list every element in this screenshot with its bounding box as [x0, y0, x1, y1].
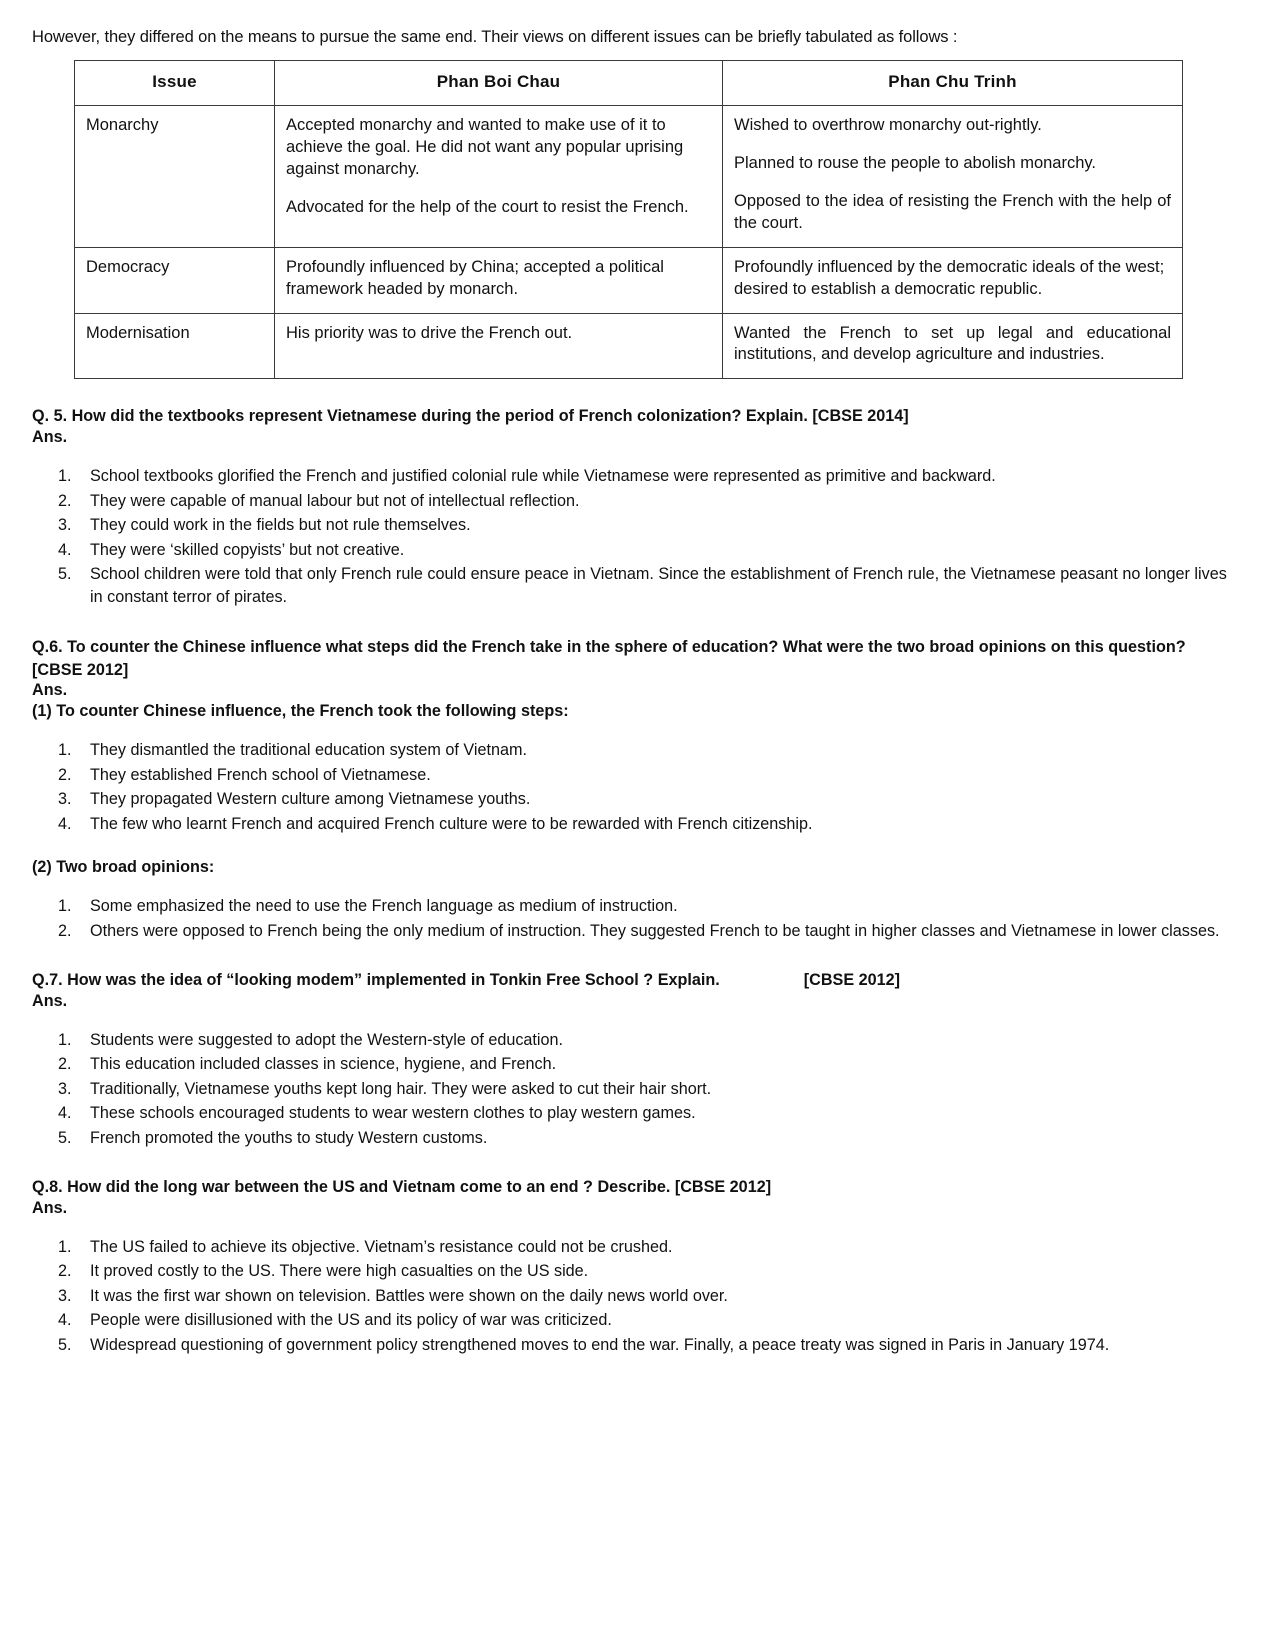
list-item: 5. Widespread questioning of government policy strengthened moves to end the war. Finally, a peace treaty was signed in Paris in January 1974.	[76, 1334, 1227, 1357]
cell-phan-chu-trinh	[723, 105, 1183, 247]
cell-phan-chu-trinh	[723, 313, 1183, 379]
question-block-q6	[30, 636, 1227, 943]
question-text-q5: Q. 5. How did the textbooks represent Vietnamese during the period of French colonization? Explain. [CBSE 2014]	[32, 407, 909, 426]
list-item: 4. These schools encouraged students to wear western clothes to play western games.	[76, 1102, 1227, 1125]
cell-paragraph: Opposed to the idea of resisting the French with the help of the court.	[734, 191, 1171, 232]
list-item: 3. They could work in the fields but not rule themselves.	[76, 514, 1227, 537]
list-item: 4. They were ‘skilled copyists’ but not creative.	[76, 539, 1227, 562]
answer-list-q6-part2	[30, 895, 1227, 943]
list-item: 4. The few who learnt French and acquired French culture were to be rewarded with French citizenship.	[76, 813, 1227, 836]
cell-paragraph: Profoundly influenced by China; accepted a political framework headed by monarch.	[286, 257, 664, 298]
column-header-phan-chu-trinh: Phan Chu Trinh	[723, 61, 1183, 106]
question-reference-q7: [CBSE 2012]	[803, 971, 901, 990]
list-item: 1. They dismantled the traditional education system of Vietnam.	[76, 739, 1227, 762]
answer-label-q6: Ans.	[32, 681, 68, 700]
column-header-phan-boi-chau: Phan Boi Chau	[275, 61, 723, 106]
question-block-q8	[30, 1176, 1227, 1357]
list-item: 5. French promoted the youths to study Western customs.	[76, 1127, 1227, 1150]
table-row	[75, 105, 1183, 247]
list-item: 2. They were capable of manual labour but not of intellectual reflection.	[76, 490, 1227, 513]
subheading-q6-part2: (2) Two broad opinions:	[32, 858, 215, 877]
answer-list-q7	[30, 1029, 1227, 1150]
list-item: 5. School children were told that only French rule could ensure peace in Vietnam. Since the establishment of French rule, the Vietnamese peasant no longer lives in constant terror of pirates.	[76, 563, 1227, 610]
table-header-row	[75, 61, 1183, 106]
answer-label-q5: Ans.	[32, 428, 68, 447]
cell-issue: Democracy	[75, 247, 275, 313]
cell-paragraph: Profoundly influenced by the democratic ideals of the west; desired to establish a democratic republic.	[734, 257, 1165, 298]
cell-paragraph: Wanted the French to set up legal and educational institutions, and develop agriculture and industries.	[734, 323, 1171, 364]
list-item: 1. Students were suggested to adopt the Western-style of education.	[76, 1029, 1227, 1052]
cell-paragraph: Planned to rouse the people to abolish monarchy.	[734, 153, 1097, 172]
intro-paragraph: However, they differed on the means to pursue the same end. Their views on different issues can be briefly tabulated as follows :	[32, 28, 958, 46]
question-text-q7-main: Q.7. How was the idea of “looking modem” implemented in Tonkin Free School ? Explain.	[32, 971, 720, 990]
list-item: 1. School textbooks glorified the French and justified colonial rule while Vietnamese were represented as primitive and backward.	[76, 465, 1227, 488]
cell-paragraph: Accepted monarchy and wanted to make use of it to achieve the goal. He did not want any popular uprising against monarchy.	[286, 115, 684, 178]
answer-list-q5	[30, 465, 1227, 610]
cell-paragraph: Advocated for the help of the court to resist the French.	[286, 197, 689, 216]
cell-phan-boi-chau	[275, 247, 723, 313]
list-item: 2. It proved costly to the US. There were high casualties on the US side.	[76, 1260, 1227, 1283]
answer-label-q8: Ans.	[32, 1198, 68, 1217]
question-block-q7	[30, 969, 1227, 1150]
question-block-q5	[30, 405, 1227, 610]
comparison-table	[74, 60, 1183, 379]
list-item: 3. They propagated Western culture among Vietnamese youths.	[76, 788, 1227, 811]
answer-label-q7: Ans.	[32, 991, 68, 1010]
table-row	[75, 313, 1183, 379]
list-item: 2. Others were opposed to French being the only medium of instruction. They suggested French to be taught in higher classes and Vietnamese in lower classes.	[76, 920, 1227, 943]
column-header-issue: Issue	[75, 61, 275, 106]
list-item: 4. People were disillusioned with the US and its policy of war was criticized.	[76, 1309, 1227, 1332]
list-item: 2. They established French school of Vietnamese.	[76, 764, 1227, 787]
list-item: 1. Some emphasized the need to use the French language as medium of instruction.	[76, 895, 1227, 918]
cell-issue: Monarchy	[75, 105, 275, 247]
cell-phan-chu-trinh	[723, 247, 1183, 313]
answer-list-q6-part1	[30, 739, 1227, 836]
list-item: 2. This education included classes in science, hygiene, and French.	[76, 1053, 1227, 1076]
cell-paragraph: His priority was to drive the French out.	[286, 323, 573, 342]
list-item: 3. It was the first war shown on television. Battles were shown on the daily news world over.	[76, 1285, 1227, 1308]
subheading-q6-part1: (1) To counter Chinese influence, the French took the following steps:	[32, 702, 569, 721]
question-text-q8: Q.8. How did the long war between the US and Vietnam come to an end ? Describe. [CBSE 2012]	[32, 1178, 772, 1197]
cell-paragraph: Wished to overthrow monarchy out-rightly.	[734, 115, 1042, 134]
cell-phan-boi-chau	[275, 313, 723, 379]
table-row	[75, 247, 1183, 313]
question-text-q7	[32, 969, 1192, 992]
question-text-q6: Q.6. To counter the Chinese influence what steps did the French take in the sphere of education? What were the two broad opinions on this question? [CBSE 2012]	[32, 637, 1186, 679]
cell-issue: Modernisation	[75, 313, 275, 379]
list-item: 3. Traditionally, Vietnamese youths kept long hair. They were asked to cut their hair short.	[76, 1078, 1227, 1101]
answer-list-q8	[30, 1236, 1227, 1357]
cell-phan-boi-chau	[275, 105, 723, 247]
list-item: 1. The US failed to achieve its objective. Vietnam’s resistance could not be crushed.	[76, 1236, 1227, 1259]
